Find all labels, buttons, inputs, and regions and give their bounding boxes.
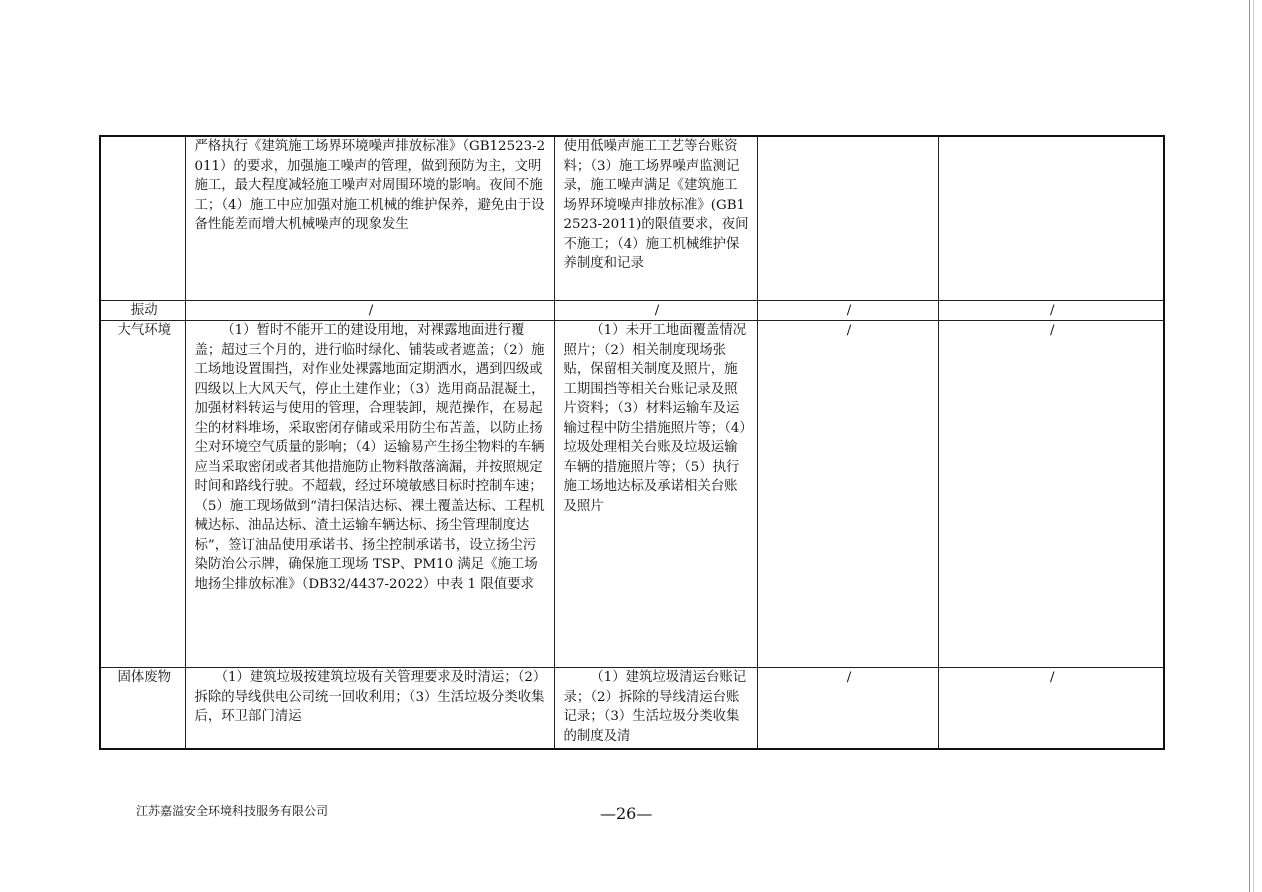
page-number: —26—: [600, 804, 653, 823]
records-cell: /: [554, 301, 757, 321]
col4-cell: /: [757, 668, 938, 750]
category-cell: [100, 136, 185, 301]
col4-cell: [757, 136, 938, 301]
page-edge-shadow: [1253, 0, 1254, 892]
table-row-solid-waste: [100, 668, 1164, 750]
col5-cell: /: [938, 301, 1164, 321]
table-row-noise-cont: [100, 136, 1164, 301]
measures-cell: /: [185, 301, 554, 321]
measures-cell: （1）建筑垃圾按建筑垃圾有关管理要求及时清运；（2）拆除的导线供电公司统一回收利用；（3）生活垃圾分类收集后，环卫部门清运: [185, 668, 554, 750]
records-cell: （1）建筑垃圾清运台账记录；（2）拆除的导线清运台账记录；（3）生活垃圾分类收集的制度及清: [554, 668, 757, 750]
col5-cell: /: [938, 668, 1164, 750]
measures-cell: 严格执行《建筑施工场界环境噪声排放标准》（GB12523-2011）的要求，加强施工噪声的管理，做到预防为主，文明施工，最大程度减轻施工噪声对周围环境的影响。夜间不施工；（4）施工中应加强对施工机械的维护保养，避免由于设备性能差而增大机械噪声的现象发生: [185, 136, 554, 301]
category-cell: 大气环境: [100, 321, 185, 668]
footer-company-name: 江苏嘉溢安全环境科技服务有限公司: [136, 804, 329, 818]
environmental-measures-table: [99, 135, 1165, 750]
category-cell: 固体废物: [100, 668, 185, 750]
records-cell: 使用低噪声施工工艺等台账资料；（3）施工场界噪声监测记录，施工噪声满足《建筑施工场界环境噪声排放标准》(GB12523-2011)的限值要求，夜间不施工；（4）施工机械维护保养制度和记录: [554, 136, 757, 301]
page-edge: [1249, 0, 1250, 892]
measures-cell: （1）暂时不能开工的建设用地，对裸露地面进行覆盖；超过三个月的，进行临时绿化、铺装或者遮盖；（2）施工场地设置围挡，对作业处裸露地面定期洒水，遇到四级或四级以上大风天气，停止土建作业；（3）选用商品混凝土，加强材料转运与使用的管理，合理装卸，规范操作，在易起尘的材料堆场，采取密闭存储或采用防尘布苫盖，以防止扬尘对环境空气质量的影响；（4）运输易产生扬尘物料的车辆应当采取密闭或者其他措施防止物料散落滴漏，并按照规定时间和路线行驶。不超载，经过环境敏感目标时控制车速；（5）施工现场做到“清扫保洁达标、裸土覆盖达标、工程机械达标、油品达标、渣土运输车辆达标、扬尘管理制度达标”，签订油品使用承诺书、扬尘控制承诺书，设立扬尘污染防治公示牌，确保施工现场 TSP、PM10 满足《施工场地扬尘排放标准》（DB32/4437-2022）中表 1 限值要求: [185, 321, 554, 668]
table-row-atmosphere: [100, 321, 1164, 668]
category-cell: 振动: [100, 301, 185, 321]
col5-cell: /: [938, 321, 1164, 668]
records-cell: （1）未开工地面覆盖情况照片；（2）相关制度现场张贴，保留相关制度及照片，施工期围挡等相关台账记录及照片资料；（3）材料运输车及运输过程中防尘措施照片等；（4）垃圾处理相关台账及垃圾运输车辆的措施照片等；（5）执行施工场地达标及承诺相关台账及照片: [554, 321, 757, 668]
col5-cell: [938, 136, 1164, 301]
table-row-vibration: [100, 301, 1164, 321]
col4-cell: /: [757, 301, 938, 321]
col4-cell: /: [757, 321, 938, 668]
